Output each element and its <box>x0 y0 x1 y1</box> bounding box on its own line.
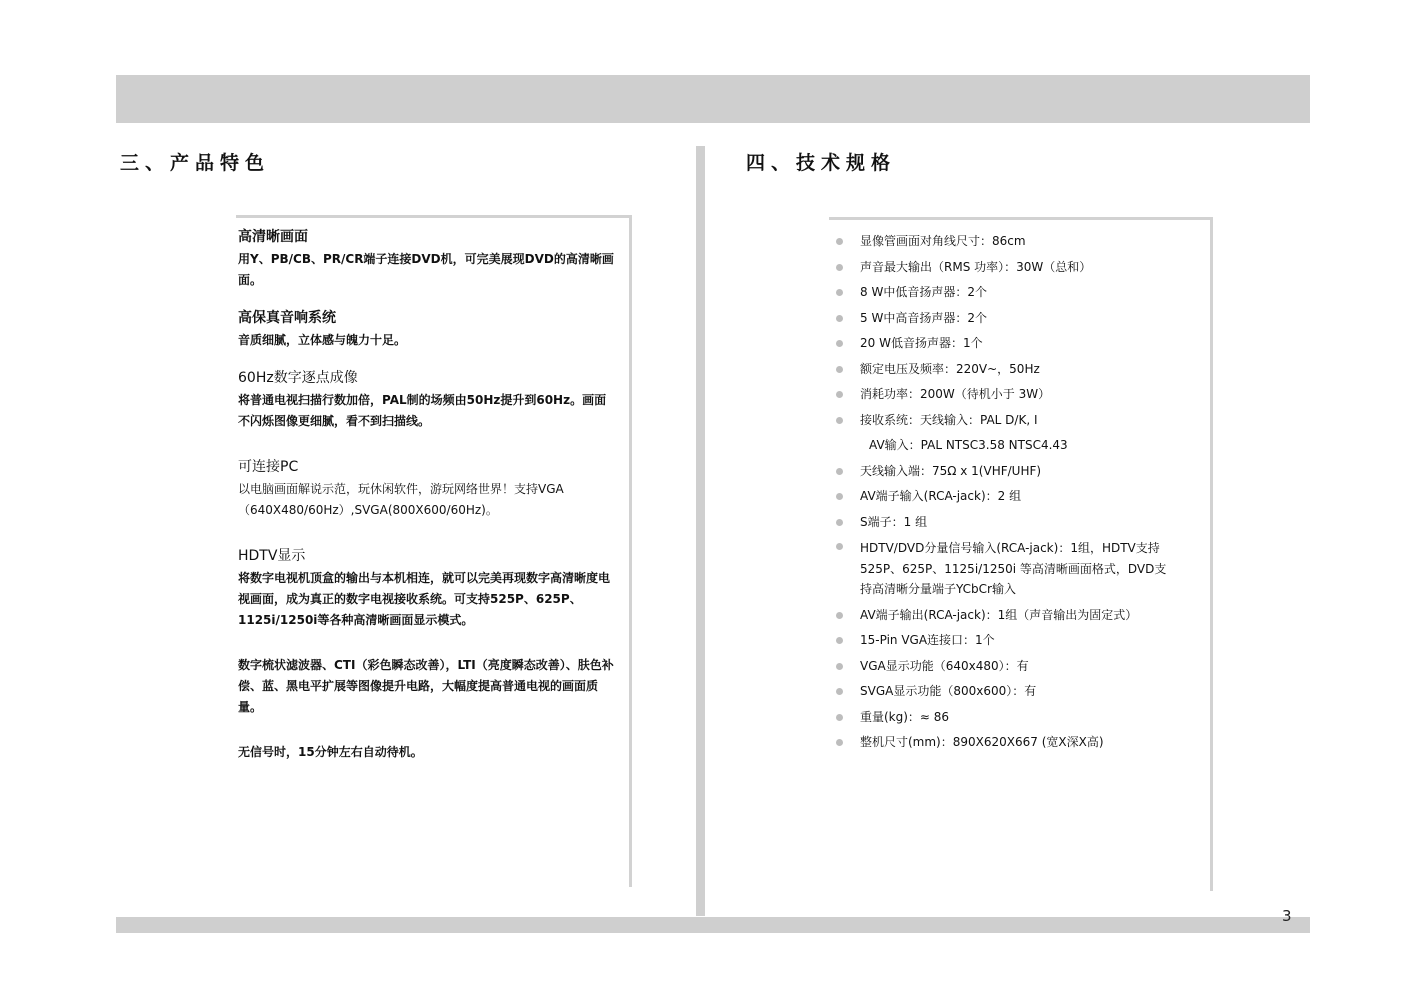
feature-body: 将普通电视扫描行数加倍，PAL制的场频由50Hz提升到60Hz。画面不闪烁图像更细腻，看不到扫描线。 <box>238 393 607 428</box>
feature-body: 无信号时，15分钟左右自动待机。 <box>238 745 423 759</box>
spec-item: 15-Pin VGA连接口：1个 <box>836 628 1176 654</box>
feature-heading: 可连接PC <box>238 459 299 475</box>
spec-item: 接收系统：天线输入：PAL D/K, I <box>836 408 1176 434</box>
feature-hd-picture <box>238 226 618 291</box>
spec-item: 整机尺寸(mm)：890X620X667 (宽X深X高) <box>836 730 1176 756</box>
bullet-icon <box>836 340 843 347</box>
bullet-icon <box>836 612 843 619</box>
spec-item: 声音最大输出（RMS 功率）：30W（总和） <box>836 255 1176 281</box>
bullet-icon <box>836 289 843 296</box>
bullet-icon <box>836 543 843 550</box>
bullet-icon <box>836 264 843 271</box>
page-gutter <box>696 146 705 916</box>
spec-item: 显像管画面对角线尺寸：86cm <box>836 229 1176 255</box>
spec-item: AV端子输出(RCA-jack)：1组（声音输出为固定式） <box>836 603 1176 629</box>
specs-list <box>836 229 1176 756</box>
header-band <box>116 75 1310 123</box>
features-list <box>238 226 618 779</box>
feature-60hz-imaging <box>238 367 618 432</box>
footer-band <box>116 917 1310 933</box>
feature-image-enhancement <box>238 655 618 718</box>
feature-body: 音质细腻，立体感与魄力十足。 <box>238 333 407 347</box>
spec-item: 20 W低音扬声器：1个 <box>836 331 1176 357</box>
spec-item: VGA显示功能（640x480）：有 <box>836 654 1176 680</box>
feature-heading: 60Hz数字逐点成像 <box>238 370 358 386</box>
feature-body: 将数字电视机顶盒的输出与本机相连，就可以完美再现数字高清晰度电视画面，成为真正的数字电视接收系统。可支持525P、625P、1125i/1250i等各种高清晰画面显示模式。 <box>238 571 611 627</box>
feature-hifi-sound <box>238 307 618 351</box>
bullet-icon <box>836 688 843 695</box>
feature-auto-standby <box>238 742 618 763</box>
feature-body: 用Y、PB/CB、PR/CR端子连接DVD机，可完美展现DVD的高清晰画面。 <box>238 252 614 287</box>
feature-heading: 高保真音响系统 <box>238 310 336 326</box>
bullet-icon <box>836 391 843 398</box>
spec-item: 额定电压及频率：220V~，50Hz <box>836 357 1176 383</box>
spec-item: AV端子输入(RCA-jack)：2 组 <box>836 484 1176 510</box>
bullet-icon <box>836 637 843 644</box>
spec-item: 重量(kg)：≈ 86 <box>836 705 1176 731</box>
feature-body: 数字梳状滤波器、CTI（彩色瞬态改善），LTI（亮度瞬态改善）、肤色补偿、蓝、黑电平扩展等图像提升电路，大幅度提高普通电视的画面质量。 <box>238 658 614 714</box>
spec-item: HDTV/DVD分量信号输入(RCA-jack)：1组，HDTV支持525P、625P、1125i/1250i 等高清晰画面格式，DVD支持高清晰分量端子YCbCr输入 <box>836 535 1176 603</box>
bullet-icon <box>836 739 843 746</box>
spec-item: 消耗功率：200W（待机小于 3W） <box>836 382 1176 408</box>
bullet-icon <box>836 663 843 670</box>
feature-hdtv <box>238 545 618 631</box>
bullet-icon <box>836 366 843 373</box>
features-section-title: 三、产品特色 <box>120 152 271 174</box>
bullet-icon <box>836 238 843 245</box>
bullet-icon <box>836 468 843 475</box>
bullet-icon <box>836 417 843 424</box>
feature-heading: 高清晰画面 <box>238 229 308 245</box>
spec-item-sub: AV输入：PAL NTSC3.58 NTSC4.43 <box>869 438 1068 452</box>
spec-item: 5 W中高音扬声器：2个 <box>836 306 1176 332</box>
feature-heading: HDTV显示 <box>238 548 306 564</box>
specs-section-title: 四、技术规格 <box>746 152 897 174</box>
bullet-icon <box>836 315 843 322</box>
page-number: 3 <box>1282 907 1292 925</box>
feature-body: 以电脑画面解说示范，玩休闲软件，游玩网络世界！支持VGA（640X480/60Hz）,SVGA(800X600/60Hz)。 <box>238 482 564 517</box>
spec-item: SVGA显示功能（800x600）：有 <box>836 679 1176 705</box>
spec-item: 8 W中低音扬声器：2个 <box>836 280 1176 306</box>
feature-pc-connect <box>238 456 618 521</box>
spec-item: 天线输入端：75Ω x 1(VHF/UHF) <box>836 459 1176 485</box>
bullet-icon <box>836 493 843 500</box>
bullet-icon <box>836 714 843 721</box>
bullet-icon <box>836 519 843 526</box>
spec-item: S端子：1 组 <box>836 510 1176 536</box>
